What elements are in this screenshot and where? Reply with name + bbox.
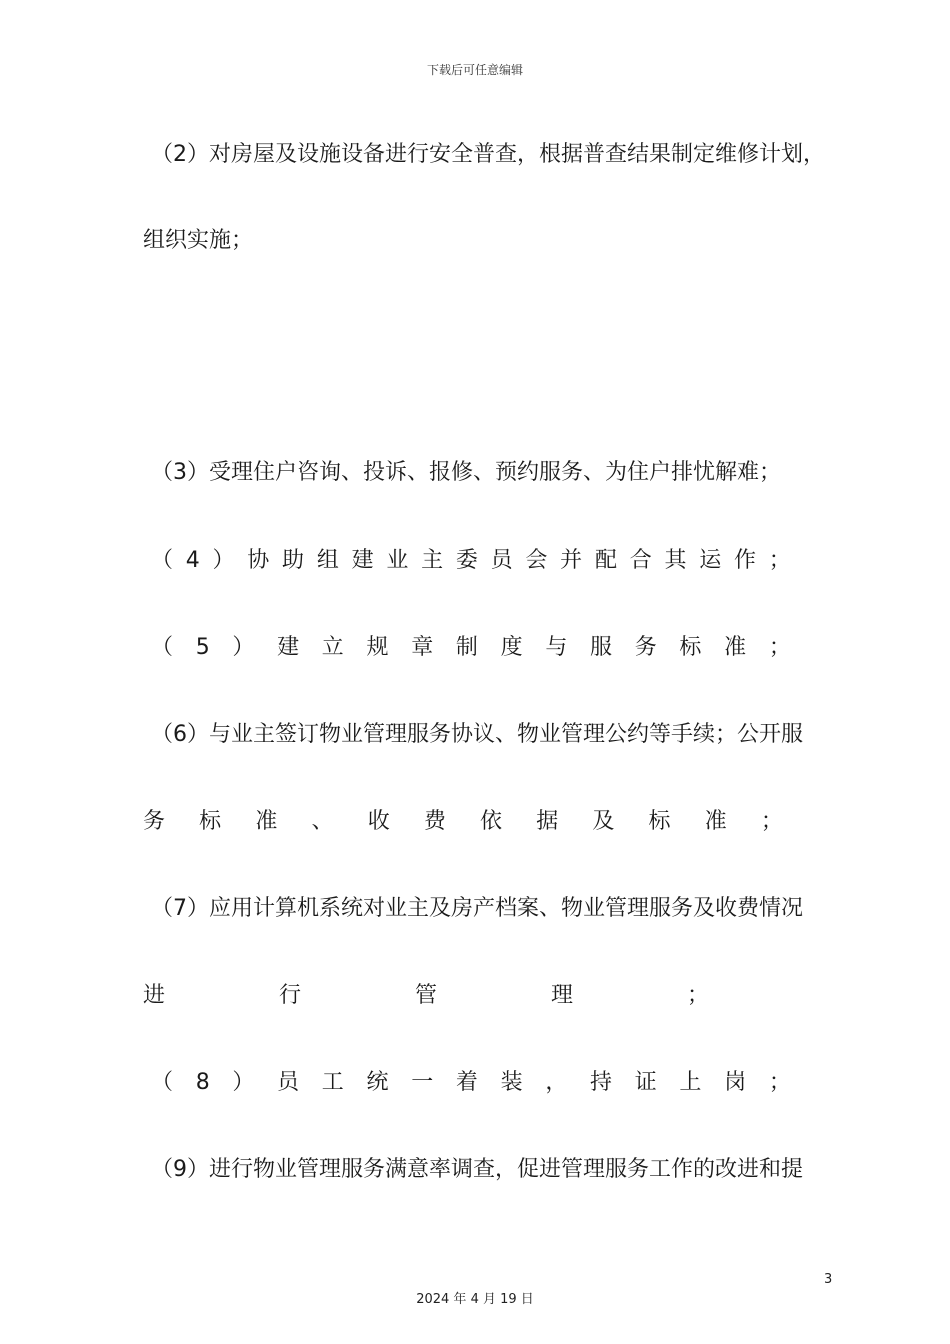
spread-char: 准	[704, 809, 727, 834]
spread-char: 并	[560, 548, 583, 573]
spread-char: 配	[594, 548, 617, 573]
spread-char: 度	[500, 635, 523, 660]
spread-char: 及	[592, 809, 615, 834]
spread-char: 其	[664, 548, 687, 573]
paragraph-line-7	[143, 807, 783, 837]
spread-char: 章	[411, 635, 434, 660]
paragraph-line-2: 组织实施；	[143, 228, 254, 253]
spread-char: 标	[648, 809, 671, 834]
spread-char: 助	[282, 548, 305, 573]
spread-char: ）	[212, 548, 235, 573]
spread-char: 立	[321, 635, 344, 660]
spread-char: ；	[686, 983, 709, 1008]
spread-char: 合	[629, 548, 652, 573]
page-number: 3	[824, 1272, 833, 1287]
spread-char: 工	[321, 1070, 344, 1095]
spread-char: 组	[316, 548, 339, 573]
spread-char: ，	[545, 1070, 568, 1095]
paragraph-line-5	[143, 633, 791, 663]
paragraph-line-6: （6）与业主签订物业管理服务协议、物业管理公约等手续；公开服	[151, 722, 803, 747]
spread-char: 管	[414, 983, 437, 1008]
spread-char: 制	[455, 635, 478, 660]
spread-char: 准	[255, 809, 278, 834]
paragraph-line-9	[143, 981, 709, 1011]
spread-char: 会	[525, 548, 548, 573]
spread-char: 建	[277, 635, 300, 660]
page-footer-date: 2024 年 4 月 19 日	[416, 1292, 534, 1307]
spread-char: 作	[734, 548, 757, 573]
spread-char: 4	[185, 548, 200, 573]
spread-char: 员	[490, 548, 513, 573]
spread-char: ）	[232, 1070, 255, 1095]
spread-char: 主	[421, 548, 444, 573]
spread-char: 、	[311, 809, 334, 834]
spread-char: 标	[679, 635, 702, 660]
spread-char: 着	[455, 1070, 478, 1095]
spread-char: 建	[351, 548, 374, 573]
spread-char: 理	[550, 983, 573, 1008]
spread-char: 准	[724, 635, 747, 660]
spread-char: 协	[247, 548, 270, 573]
spread-char: 进	[143, 983, 166, 1008]
spread-char: ；	[768, 1070, 791, 1095]
spread-char: 8	[195, 1070, 210, 1095]
spread-char: 一	[411, 1070, 434, 1095]
spread-char: 上	[679, 1070, 702, 1095]
paragraph-line-1: （2）对房屋及设施设备进行安全普查，根据普查结果制定维修计划，	[151, 142, 825, 167]
spread-char: 5	[195, 635, 210, 660]
spread-char: 统	[366, 1070, 389, 1095]
paragraph-line-3: （3）受理住户咨询、投诉、报修、预约服务、为住户排忧解难；	[151, 460, 781, 485]
paragraph-line-8: （7）应用计算机系统对业主及房产档案、物业管理服务及收费情况	[151, 896, 803, 921]
spread-char: 业	[386, 548, 409, 573]
spread-char: （	[151, 1070, 174, 1095]
spread-char: 务	[634, 635, 657, 660]
paragraph-line-11: （9）进行物业管理服务满意率调查，促进管理服务工作的改进和提	[151, 1157, 803, 1182]
spread-char: 务	[143, 809, 166, 834]
paragraph-line-4	[143, 546, 791, 576]
spread-char: 服	[590, 635, 613, 660]
spread-char: 运	[699, 548, 722, 573]
spread-char: 委	[455, 548, 478, 573]
spread-char: 持	[590, 1070, 613, 1095]
spread-char: 规	[366, 635, 389, 660]
spread-char: （	[151, 548, 174, 573]
spread-char: ）	[232, 635, 255, 660]
spread-char: ；	[760, 809, 783, 834]
spread-char: ；	[768, 635, 791, 660]
spread-char: （	[151, 635, 174, 660]
spread-char: 依	[480, 809, 503, 834]
page-header: 下载后可任意编辑	[426, 63, 523, 77]
paragraph-line-10	[143, 1068, 791, 1098]
spread-char: ；	[768, 548, 791, 573]
spread-char: 与	[545, 635, 568, 660]
spread-char: 收	[367, 809, 390, 834]
spread-char: 费	[423, 809, 446, 834]
spread-char: 员	[277, 1070, 300, 1095]
spread-char: 装	[500, 1070, 523, 1095]
spread-char: 标	[199, 809, 222, 834]
spread-char: 行	[278, 983, 301, 1008]
spread-char: 岗	[724, 1070, 747, 1095]
spread-char: 证	[634, 1070, 657, 1095]
spread-char: 据	[536, 809, 559, 834]
